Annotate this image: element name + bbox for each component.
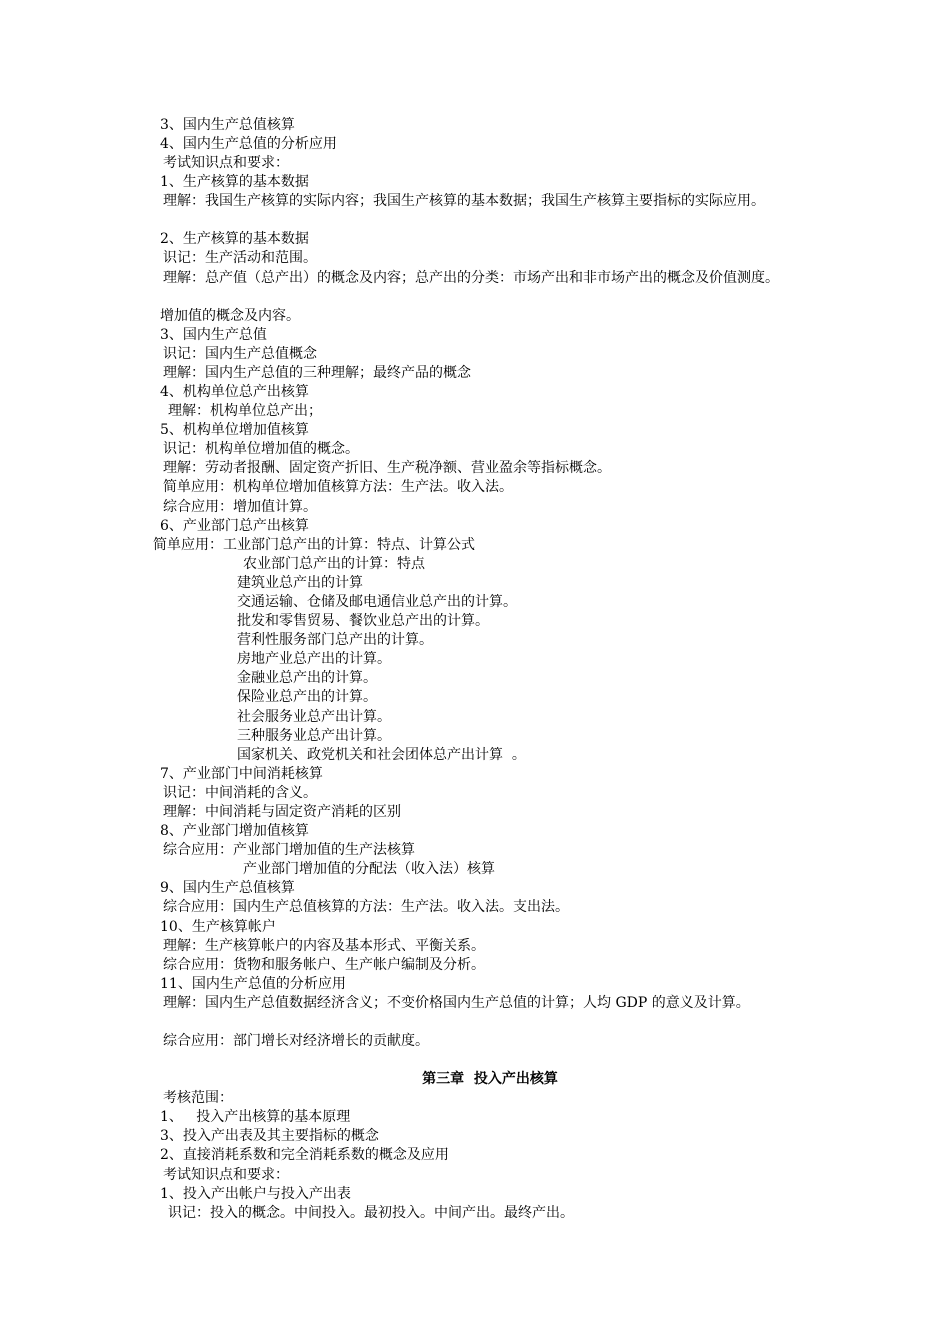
text-line: 识记：机构单位增加值的概念。: [163, 441, 359, 458]
text-line: 理解：中间消耗与固定资产消耗的区别: [163, 804, 401, 820]
text-line: 10、生产核算帐户: [160, 918, 276, 935]
text-line: 9、国内生产总值核算: [160, 880, 295, 897]
text-line: 4、国内生产总值的分析应用: [160, 136, 337, 153]
text-line: 增加值的概念及内容。: [160, 307, 300, 324]
text-line: 考试知识点和要求：: [163, 155, 289, 172]
list-item: 社会服务业总产出计算。: [237, 708, 391, 725]
text-line: 理解：机构单位总产出；: [168, 403, 322, 420]
text-line: 5、机构单位增加值核算: [160, 422, 309, 439]
text-line: 综合应用：部门增长对经济增长的贡献度。: [163, 1032, 429, 1049]
text-line: 4、机构单位总产出核算: [160, 383, 309, 400]
text-line: 综合应用：国内生产总值核算的方法：生产法。收入法。支出法。: [163, 899, 569, 916]
text-line: 识记：生产活动和范围。: [163, 250, 317, 267]
text-line: 识记：中间消耗的含义。: [163, 784, 317, 801]
text-line: 3、投入产出表及其主要指标的概念: [160, 1128, 379, 1145]
text-line: 2、生产核算的基本数据: [160, 231, 309, 248]
document-body: [153, 116, 820, 1223]
text-line: 理解：国内生产总值的三种理解；最终产品的概念: [163, 364, 471, 381]
text-line: 3、国内生产总值核算: [160, 117, 295, 133]
text-line: 理解：劳动者报酬、固定资产折旧、生产税净额、营业盈余等指标概念。: [163, 460, 611, 477]
text-paragraph: 理解：我国生产核算的实际内容；我国生产核算的基本数据；我国生产核算主要指标的实际应用。: [163, 193, 765, 210]
text-line: 1、 投入产出核算的基本原理: [160, 1109, 351, 1126]
text-line: 考核范围：: [163, 1090, 233, 1107]
chapter-heading: 第三章 投入产出核算: [422, 1071, 558, 1088]
spacer: [160, 1051, 820, 1070]
text-line: 8、产业部门增加值核算: [160, 823, 309, 840]
list-item: 房地产业总产出的计算。: [237, 651, 391, 668]
list-item: 批发和零售贸易、餐饮业总产出的计算。: [237, 613, 489, 630]
text-line: 产业部门增加值的分配法（收入法）核算: [243, 861, 495, 878]
text-line: 综合应用：产业部门增加值的生产法核算: [163, 842, 415, 859]
list-item: 三种服务业总产出计算。: [237, 727, 391, 744]
text-line: 综合应用：增加值计算。: [163, 498, 317, 515]
text-line: 2、直接消耗系数和完全消耗系数的概念及应用: [160, 1147, 449, 1164]
text-line: 考试知识点和要求：: [163, 1166, 289, 1183]
text-line: 综合应用：货物和服务帐户、生产帐户编制及分析。: [163, 956, 485, 973]
text-line: 1、生产核算的基本数据: [160, 174, 309, 191]
text-line: 6、产业部门总产出核算: [160, 517, 309, 534]
text-line: 简单应用：工业部门总产出的计算：特点、计算公式: [153, 536, 475, 553]
list-item: 保险业总产出的计算。: [237, 689, 377, 706]
list-item: 营利性服务部门总产出的计算。: [237, 632, 433, 649]
text-line: 理解：生产核算帐户的内容及基本形式、平衡关系。: [163, 937, 485, 954]
list-item: 金融业总产出的计算。: [237, 670, 377, 687]
text-line: 识记：投入的概念。中间投入。最初投入。中间产出。最终产出。: [168, 1204, 574, 1221]
list-item: 交通运输、仓储及邮电通信业总产出的计算。: [237, 593, 517, 610]
text-line: 11、国内生产总值的分析应用: [160, 975, 346, 992]
list-item: 建筑业总产出的计算: [237, 574, 363, 591]
list-item: 国家机关、政党机关和社会团体总产出计算 。: [237, 746, 526, 763]
list-item: 农业部门总产出的计算：特点: [243, 555, 425, 572]
text-paragraph: 理解：国内生产总值数据经济含义；不变价格国内生产总值的计算；人均 GDP 的意义及计算。: [163, 994, 750, 1011]
text-line: 3、国内生产总值: [160, 326, 267, 343]
text-line: 简单应用：机构单位增加值核算方法：生产法。收入法。: [163, 479, 513, 496]
text-paragraph: 理解：总产值（总产出）的概念及内容；总产出的分类：市场产出和非市场产出的概念及价值测度。: [163, 269, 779, 286]
text-line: 1、投入产出帐户与投入产出表: [160, 1185, 351, 1202]
text-line: 识记：国内生产总值概念: [163, 345, 317, 362]
text-line: 7、产业部门中间消耗核算: [160, 765, 323, 782]
